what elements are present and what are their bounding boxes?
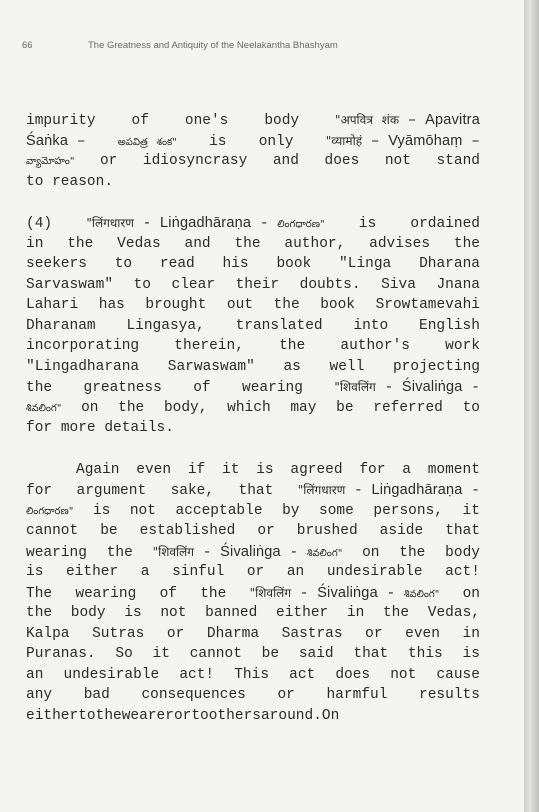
word: body, — [163, 399, 208, 416]
word: book — [276, 256, 312, 272]
word: wearer — [121, 707, 174, 724]
word: Jnana — [436, 276, 480, 293]
word: to — [191, 707, 209, 724]
word: into — [353, 317, 389, 334]
word: Siva — [381, 276, 416, 293]
word: out — [226, 297, 253, 313]
word: the — [200, 585, 227, 602]
word: the — [234, 235, 261, 252]
word: శివలింగ" — [26, 402, 62, 414]
word: argument — [76, 483, 147, 499]
word: read — [159, 256, 195, 272]
word: Puranas. — [26, 646, 96, 662]
word: doubts. — [299, 276, 361, 293]
word: Lingasya, — [126, 317, 205, 334]
word: their — [235, 276, 280, 293]
text-line — [26, 706, 480, 727]
text-line — [26, 151, 480, 172]
word: that — [238, 483, 274, 499]
text-line — [26, 480, 480, 501]
word: the — [273, 297, 300, 313]
word: to — [114, 256, 133, 272]
word: అపవిత్ర శంక" — [117, 136, 177, 148]
running-header — [22, 40, 504, 51]
word: Vedas, — [427, 605, 480, 621]
word: any — [26, 687, 53, 703]
text-line — [26, 501, 480, 522]
word: it — [222, 461, 240, 478]
word: undesirable — [63, 666, 160, 683]
text-line — [26, 234, 480, 255]
word: projecting — [392, 358, 480, 375]
word: Śaṅka – — [26, 132, 86, 150]
text-line — [26, 295, 480, 316]
word: the — [399, 544, 426, 561]
word: wearing — [75, 585, 137, 602]
text-line — [26, 110, 480, 131]
word: is — [124, 605, 142, 621]
word: if — [187, 461, 206, 478]
word: and — [272, 153, 299, 169]
word: work — [445, 338, 480, 354]
word: the — [26, 605, 53, 621]
word: is — [256, 461, 274, 478]
text-line — [26, 562, 480, 583]
word: not — [160, 605, 187, 621]
running-title: The Greatness and Antiquity of the Neelakantha Bhashyam — [88, 40, 338, 51]
word: it — [152, 646, 170, 662]
word: Sarvaswam" — [26, 276, 114, 293]
word: "अपवित्र शंक – Apavitra — [335, 112, 480, 129]
word: not — [384, 153, 411, 169]
word: or — [99, 153, 118, 169]
page-edge — [524, 0, 539, 812]
word: established — [139, 523, 236, 539]
word: be — [100, 523, 118, 539]
word: for — [26, 483, 53, 499]
word: Lahari — [26, 297, 79, 313]
word: Kalpa — [26, 625, 70, 642]
word: is — [462, 646, 480, 662]
word: a — [140, 564, 150, 580]
word: translated — [235, 317, 323, 334]
word: author's — [340, 338, 410, 354]
word: or — [173, 707, 192, 724]
word: to reason. — [26, 173, 114, 190]
word: even — [136, 461, 172, 478]
word: by — [282, 502, 300, 519]
text-line — [26, 644, 480, 665]
word: the — [95, 707, 122, 724]
word: either — [26, 707, 79, 724]
word: his — [222, 256, 249, 272]
word: act — [289, 666, 316, 683]
word: consequences — [141, 687, 246, 703]
word: to — [78, 707, 96, 724]
word: agreed — [290, 461, 343, 478]
word: even — [405, 625, 440, 642]
word: the — [382, 605, 410, 621]
text-line — [26, 685, 480, 706]
word: that — [353, 646, 389, 662]
word: This — [234, 666, 270, 683]
text-line — [26, 254, 480, 275]
word: aside — [379, 523, 424, 539]
word: advises — [369, 235, 431, 252]
word: or — [277, 687, 295, 703]
word: book — [320, 297, 356, 313]
word: act! — [179, 666, 215, 683]
word: "Linga — [339, 256, 392, 272]
word: has — [98, 297, 125, 313]
word: seekers — [26, 256, 87, 272]
word: harmful — [326, 687, 388, 703]
word: either — [65, 564, 119, 580]
word: this — [407, 646, 443, 662]
word: The — [26, 585, 53, 602]
page-number: 66 — [22, 40, 33, 51]
word: or — [257, 523, 275, 539]
word: is — [358, 216, 377, 232]
word: for more details. — [26, 420, 174, 436]
word: on — [362, 544, 380, 561]
word: of — [193, 380, 211, 396]
word: Sutras — [92, 625, 145, 642]
word: the — [26, 380, 53, 396]
word: greatness — [83, 380, 162, 396]
word: the — [279, 338, 306, 354]
word: cannot — [189, 646, 242, 662]
word: an — [286, 564, 305, 580]
word: or — [166, 625, 185, 642]
word: not — [129, 502, 156, 519]
text-line — [26, 460, 480, 481]
word: an — [26, 666, 44, 683]
paragraph — [26, 110, 480, 192]
word: Sastras — [281, 625, 343, 642]
text-line — [26, 336, 480, 357]
text-line — [26, 357, 480, 378]
word: to — [133, 276, 151, 293]
text-line — [26, 213, 480, 234]
text-line — [26, 398, 480, 419]
paragraph — [26, 460, 480, 727]
word: Sarwaswam" — [167, 358, 255, 375]
word: of — [159, 585, 177, 602]
word: one's — [184, 113, 229, 129]
text-line — [26, 665, 480, 686]
word: clear — [171, 276, 216, 293]
word: said — [298, 646, 334, 662]
word: Again — [76, 461, 120, 478]
word: idiosyncrasy — [142, 153, 248, 169]
word: incorporating — [26, 338, 140, 354]
word: be — [261, 646, 280, 662]
word: that — [445, 523, 480, 539]
word: Dharana — [419, 256, 480, 272]
word: of — [131, 113, 149, 129]
word: results — [419, 687, 480, 703]
text-line — [26, 275, 480, 296]
word: banned — [205, 605, 258, 621]
word: sinful — [172, 564, 225, 580]
word: Vedas — [117, 235, 161, 252]
word: undesirable — [326, 564, 423, 580]
word: some — [319, 502, 354, 519]
text-line — [26, 624, 480, 645]
word: sake, — [170, 483, 215, 499]
word: referred — [373, 399, 443, 416]
text-line — [26, 603, 480, 624]
word: author, — [284, 235, 346, 252]
word: and — [184, 235, 211, 252]
word: cause — [436, 666, 480, 683]
word: English — [419, 317, 480, 334]
word: On — [321, 707, 340, 724]
word: bad — [83, 687, 110, 703]
word: or — [365, 625, 383, 642]
word: brought — [145, 297, 207, 313]
word: the — [453, 235, 480, 252]
word: may — [290, 399, 317, 416]
word: Dharanam — [26, 317, 96, 334]
word: is — [92, 502, 111, 519]
word: the — [118, 399, 145, 416]
word: "लिंगधारण - Liṅgadhāraṇa - — [297, 482, 480, 499]
word: "शिवलिंग - Śivaliṅga - — [334, 379, 480, 396]
word: is — [26, 564, 44, 580]
word: stand — [436, 153, 480, 169]
word: "लिंगधारण - Liṅgadhāraṇa - లింగధారణ" — [86, 215, 325, 232]
word: wearing — [242, 380, 303, 396]
word: the — [106, 544, 133, 561]
word: వ్యామోహం" — [26, 156, 75, 167]
text-line — [26, 542, 480, 563]
word: only — [258, 133, 294, 150]
word: "शिवलिंग - Śivaliṅga - శివలింగ" — [249, 584, 440, 602]
word: act! — [445, 564, 480, 580]
word: moment — [427, 461, 480, 478]
word: either — [276, 605, 329, 621]
word: for — [359, 461, 386, 478]
word: "शिवलिंग - Śivaliṅga - శివలింగ" — [152, 543, 343, 561]
text-line — [26, 418, 480, 439]
word: it — [462, 502, 480, 519]
text-line — [26, 377, 480, 398]
word: acceptable — [175, 502, 263, 519]
word: in — [346, 605, 365, 621]
word: be — [336, 399, 354, 416]
text-line — [26, 172, 480, 193]
word: "व्यामोहं – Vyāmōhaṃ – — [325, 132, 480, 150]
word: Dharma — [206, 625, 260, 642]
word: ordained — [410, 216, 480, 232]
word: a — [402, 461, 411, 478]
body-text — [26, 110, 480, 726]
word: as — [283, 358, 301, 375]
text-line — [26, 316, 480, 337]
word: around. — [260, 707, 322, 724]
word: So — [115, 646, 133, 662]
word: well — [329, 358, 365, 375]
word: others — [208, 707, 261, 724]
paragraph-gap — [26, 192, 480, 213]
word: cannot — [26, 523, 79, 539]
text-line — [26, 131, 480, 152]
word: (4) — [26, 216, 53, 232]
word: on — [81, 399, 99, 416]
word: impurity — [26, 113, 96, 129]
word: body — [264, 113, 300, 129]
word: wearing — [26, 544, 87, 561]
word: in — [462, 625, 480, 642]
word: in — [26, 235, 44, 252]
word: the — [67, 235, 94, 252]
word: to — [462, 399, 480, 416]
text-line — [26, 583, 480, 604]
word: "Lingadharana — [26, 358, 140, 375]
paragraph-gap — [26, 439, 480, 460]
word: which — [227, 399, 271, 416]
word: does — [324, 153, 360, 169]
word: body — [445, 544, 480, 561]
word: not — [390, 666, 417, 683]
word: brushed — [296, 523, 358, 539]
word: లింగధారణ" — [26, 505, 74, 517]
text-line — [26, 521, 480, 542]
word: or — [246, 564, 265, 580]
word: therein, — [174, 338, 244, 354]
paragraph — [26, 213, 480, 439]
word: is — [209, 133, 227, 150]
word: on — [462, 585, 480, 602]
word: does — [335, 666, 371, 683]
word: body — [70, 605, 106, 621]
word: persons, — [373, 502, 443, 519]
word: Srowtamevahi — [375, 297, 480, 313]
